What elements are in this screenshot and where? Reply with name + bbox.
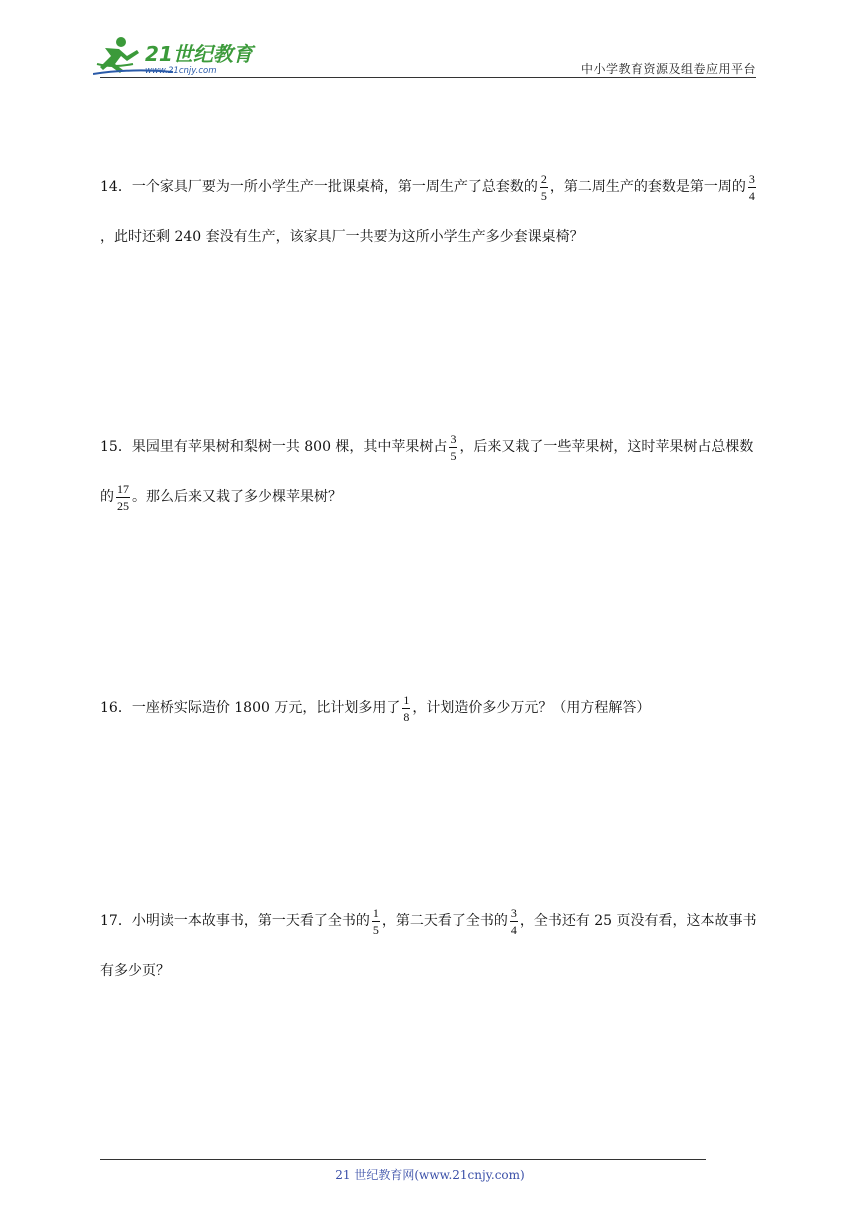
- q15-fraction-2-numerator: 17: [117, 481, 129, 496]
- q15-fraction-2-denominator: 25: [117, 498, 129, 513]
- q17-text-3: ，全书还有 25 页没有看，这本故事书有多少页？: [100, 913, 757, 979]
- q14-fraction-2-denominator: 4: [748, 188, 755, 203]
- q15-fraction-1: [449, 433, 457, 462]
- question-15: [100, 422, 762, 522]
- q15-fraction-2: [116, 483, 130, 512]
- q16-fraction-1-numerator: 1: [403, 692, 410, 707]
- q15-fraction-1-denominator: 5: [450, 448, 457, 463]
- logo-text: 21世纪教育: [145, 42, 253, 66]
- q15-text-3: 。那么后来又栽了多少棵苹果树？: [132, 489, 342, 505]
- q14-text-2: ，第二周生产的套数是第一周的: [549, 179, 746, 195]
- q14-fraction-2-numerator: 3: [748, 171, 755, 186]
- q17-fraction-1-numerator: 1: [372, 905, 379, 920]
- q16-text-2: ，计划造价多少万元？（用方程解答）: [412, 700, 651, 716]
- q15-text-2: ，后来又栽了一些苹果树，这时苹果树占总棵数的: [100, 439, 754, 505]
- q17-fraction-2-denominator: 4: [510, 922, 517, 937]
- q14-fraction-1-denominator: 5: [540, 188, 547, 203]
- platform-name: 中小学教育资源及组卷应用平台: [580, 62, 756, 76]
- question-14: [100, 162, 762, 262]
- q16-fraction-1: [402, 694, 410, 723]
- q14-text-1: 14．一个家具厂要为一所小学生产一批课桌椅，第一周生产了总套数的: [100, 179, 538, 195]
- q15-text-1: 15．果园里有苹果树和梨树一共 800 棵，其中苹果树占: [100, 439, 448, 455]
- q17-text-2: ，第二天看了全书的: [381, 913, 508, 929]
- q17-fraction-1: [372, 907, 380, 936]
- q15-fraction-1-numerator: 3: [450, 431, 457, 446]
- runner-logo-icon: [93, 34, 258, 76]
- q14-text-3: ，此时还剩 240 套没有生产，该家具厂一共要为这所小学生产多少套课桌椅？: [100, 229, 584, 245]
- q14-fraction-1: [540, 173, 548, 202]
- q17-fraction-1-denominator: 5: [372, 922, 379, 937]
- footer-site-link[interactable]: 21 世纪教育网(www.21cnjy.com): [335, 1168, 525, 1182]
- q17-fraction-2-numerator: 3: [510, 905, 517, 920]
- q14-fraction-1-numerator: 2: [540, 171, 547, 186]
- q16-fraction-1-denominator: 8: [403, 709, 410, 724]
- q17-text-1: 17．小明读一本故事书，第一天看了全书的: [100, 913, 370, 929]
- header-divider: [100, 77, 756, 78]
- q16-text-1: 16．一座桥实际造价 1800 万元，比计划多用了: [100, 700, 401, 716]
- q14-fraction-2: [748, 173, 756, 202]
- question-16: [100, 683, 762, 733]
- site-logo: [93, 34, 258, 76]
- page-header: [0, 0, 860, 80]
- q17-fraction-2: [510, 907, 518, 936]
- logo-url: www.21cnjy.com: [145, 66, 217, 76]
- question-17: [100, 896, 762, 996]
- footer-divider: [100, 1159, 706, 1160]
